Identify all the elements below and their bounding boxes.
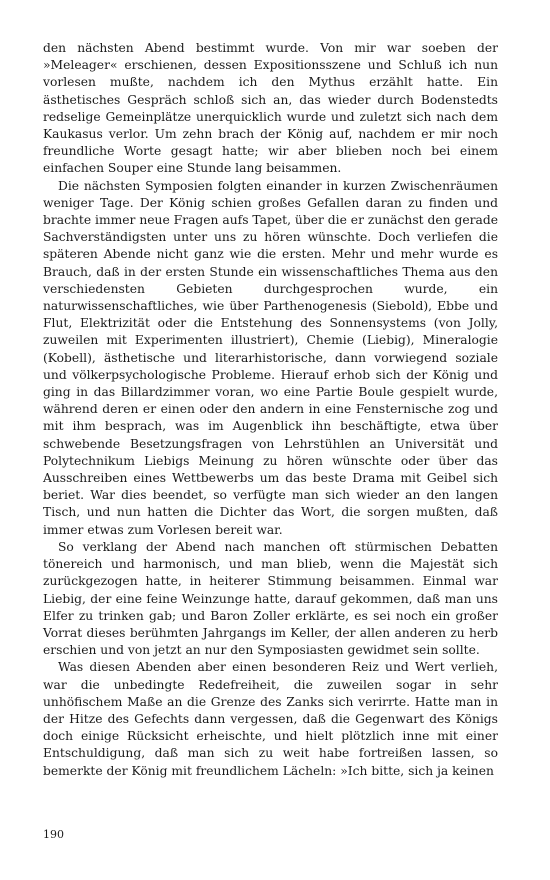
paragraph-2: Die nächsten Symposien folgten einander in kurzen Zwischenräumen weniger Tage. Der König schien großes Gefallen daran zu finden und brachte immer neue Fragen aufs Tapet, über die er zunächst den gerade Sachverständigsten unter uns zu hören wünschte. Doch verliefen die späteren Abende nicht ganz wie die ersten. Mehr und mehr wurde es Brauch, daß in der ersten Stunde ein wissenschaftliches Thema aus den verschiedensten Gebieten durchgesprochen wurde, ein naturwissenschaftliches, wie über Parthenogenesis (Siebold), Ebbe und Flut, Elektrizität oder die Entstehung des Sonnensystems (von Jolly, zuweilen mit Experimenten illustriert), Chemie (Liebig), Mineralogie (Kobell), ästhetische und literarhistorische, dann vorwiegend soziale und völkerpsychologische Probleme. Hierauf erhob sich der König und ging in das Billardzimmer voran, wo eine Partie Boule gespielt wurde, während deren er einen oder den andern in eine Fensternische zog und mit ihm besprach, was im Augenblick ihn beschäftigte, etwa über schwebende Besetzungsfragen von Lehrstühlen an Universität und Polytechnikum Liebigs Meinung zu hören wünschte oder über das Ausschreiben eines Wettbewerbs um das beste Drama mit Geibel sich beriet. War dies beendet, so verfügte man sich wieder an den langen Tisch, und nun hatten die Dichter das Wort, die sorgen mußten, daß immer etwas zum Vorlesen bereit war. (43, 178, 498, 537)
paragraph-4: Was diesen Abenden aber einen besonderen Reiz und Wert verlieh, war die unbedingte Redefreiheit, die zuweilen sogar in sehr unhöfischem Maße an die Grenze des Zanks sich verirrte. Hatte man in der Hitze des Gefechts dann vergessen, daß die Gegenwart des Königs doch einige Rücksicht erheischte, und hielt plötzlich inne mit einer Entschuldigung, daß man sich zu weit habe fortreißen lassen, so bemerkte der König mit freundlichem Lächeln: »Ich bitte, sich ja keinen (43, 660, 498, 778)
page-body (43, 40, 498, 780)
paragraph-3: So verklang der Abend nach manchen oft stürmischen Debatten tönereich und harmonisch, und man blieb, wenn die Majestät sich zurückgezogen hatte, in heiterer Stimmung beisammen. Einmal war Liebig, der eine feine Weinzunge hatte, darauf gekommen, daß man uns Elfer zu trinken gab; und Baron Zoller erklärte, es sei noch ein großer Vorrat dieses berühmten Jahrgangs im Keller, der allen anderen zu herb erschien und von jetzt an nur den Symposiasten gewidmet sein sollte. (43, 539, 498, 658)
paragraph-1: den nächsten Abend bestimmt wurde. Von mir war soeben der »Meleager« erschienen, dessen Expositionsszene und Schluß ich nun vorlesen mußte, nachdem ich den Mythus erzählt hatte. Ein ästhetisches Gespräch schloß sich an, das wieder durch Bodenstedts redselige Gemeinplätze unerquicklich wurde und zuletzt sich nach dem Kaukasus verlor. Um zehn brach der König auf, nachdem er mir noch freundliche Worte gesagt hatte; wir aber blieben noch bei einem einfachen Souper eine Stunde lang beisammen. (43, 41, 498, 176)
page-number: 190 (43, 828, 64, 841)
